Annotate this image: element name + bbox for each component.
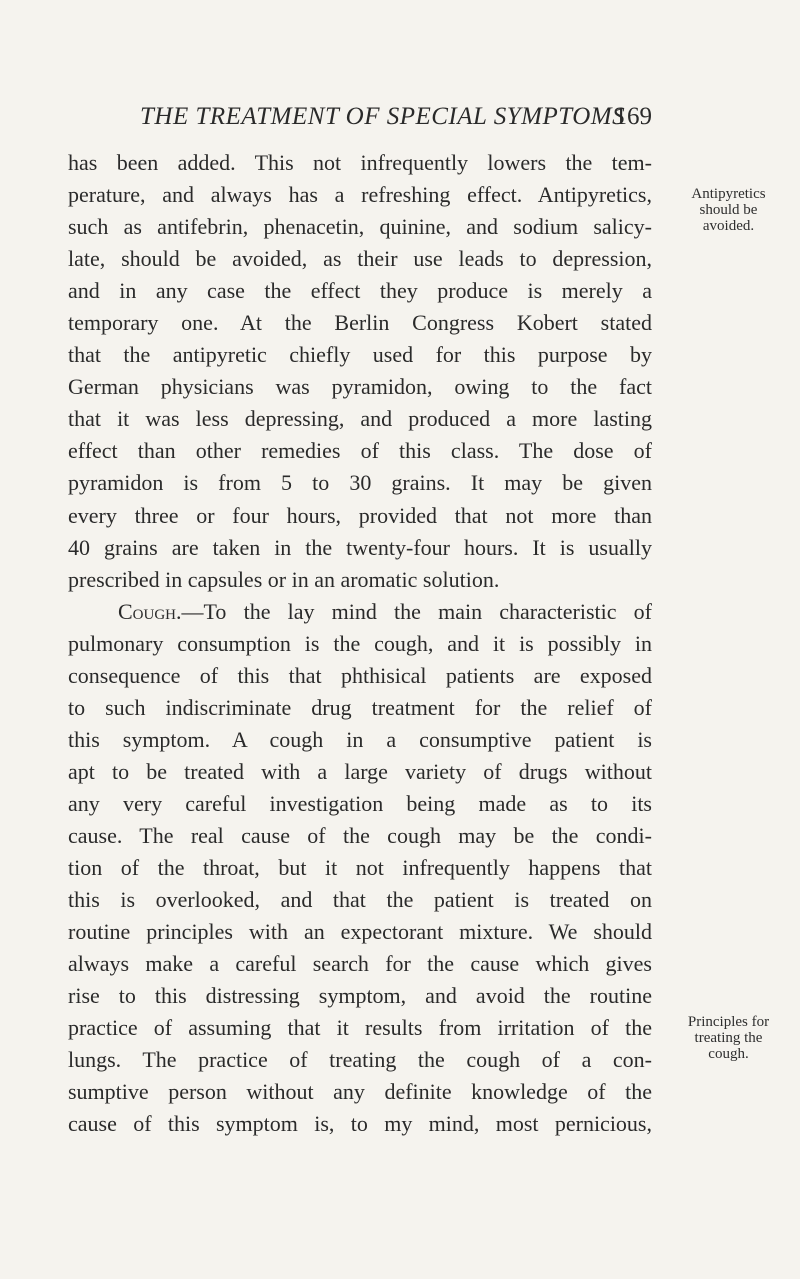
text-line: every three or four hours, provided that not more than bbox=[68, 502, 652, 528]
sidenote-line: should be bbox=[699, 202, 758, 218]
sidenote-line: Principles for bbox=[687, 1014, 770, 1030]
text-line: practice of assuming that it results from irritation of the bbox=[68, 1015, 652, 1041]
text-line: cause of this symptom is, to my mind, most pernicious, bbox=[68, 1111, 652, 1137]
text-line: late, should be avoided, as their use leads to depression, bbox=[68, 246, 652, 272]
text-line: that it was less depressing, and produced a more lasting bbox=[68, 406, 652, 432]
text-line: consequence of this that phthisical patients are exposed bbox=[68, 662, 652, 688]
text-line: pyramidon is from 5 to 30 grains. It may be given bbox=[68, 470, 652, 496]
sidenote-cough bbox=[661, 1014, 796, 1062]
text-line: apt to be treated with a large variety of drugs without bbox=[68, 758, 652, 784]
text-line: routine principles with an expectorant mixture. We should bbox=[68, 919, 652, 945]
text-line: 40 grains are taken in the twenty-four hours. It is usually bbox=[68, 534, 652, 560]
text-line: this symptom. A cough in a consumptive patient is bbox=[68, 726, 652, 752]
sidenote-antipyretics bbox=[661, 186, 796, 234]
text-line: always make a careful search for the cause which gives bbox=[68, 951, 652, 977]
text-line: any very careful investigation being made as to its bbox=[68, 790, 652, 816]
text-line: lungs. The practice of treating the cough of a con- bbox=[68, 1047, 652, 1073]
text-line-rest: —To the lay mind the main characteristic of bbox=[181, 598, 652, 624]
text-line: this is overlooked, and that the patient is treated on bbox=[68, 887, 652, 913]
text-line: has been added. This not infrequently lowers the tem- bbox=[68, 150, 652, 175]
text-line: rise to this distressing symptom, and avoid the routine bbox=[68, 983, 652, 1009]
text-line: effect than other remedies of this class. The dose of bbox=[68, 438, 652, 464]
text-line: such as antifebrin, phenacetin, quinine, and sodium salicy- bbox=[68, 214, 652, 240]
text-line: prescribed in capsules or in an aromatic solution. bbox=[68, 566, 500, 592]
text-line: and in any case the effect they produce is merely a bbox=[68, 278, 652, 304]
sidenote-line: cough. bbox=[708, 1046, 749, 1062]
text-line: that the antipyretic chiefly used for this purpose by bbox=[68, 342, 652, 368]
running-title: THE TREATMENT OF SPECIAL SYMPTOMS bbox=[140, 103, 626, 130]
sidenote-line: treating the bbox=[694, 1030, 763, 1046]
text-line: tion of the throat, but it not infrequently happens that bbox=[68, 855, 652, 881]
body-text bbox=[68, 147, 652, 1140]
text-line: cause. The real cause of the cough may be the condi- bbox=[68, 822, 652, 848]
running-head bbox=[140, 103, 652, 143]
sidenote-line: avoided. bbox=[702, 218, 755, 234]
page-number: 169 bbox=[614, 103, 652, 130]
text-line: sumptive person without any definite knowledge of the bbox=[68, 1079, 652, 1105]
text-line-cough-heading bbox=[68, 596, 652, 628]
text-line: to such indiscriminate drug treatment for the relief of bbox=[68, 694, 652, 720]
text-line: temporary one. At the Berlin Congress Kobert stated bbox=[68, 310, 652, 336]
sidenote-line: Antipyretics bbox=[691, 186, 766, 202]
text-line: pulmonary consumption is the cough, and it is possibly in bbox=[68, 630, 652, 656]
text-line: German physicians was pyramidon, owing to the fact bbox=[68, 374, 652, 400]
section-lead-cough: Cough. bbox=[118, 598, 182, 624]
text-line: perature, and always has a refreshing effect. Antipyretics, bbox=[68, 182, 652, 208]
